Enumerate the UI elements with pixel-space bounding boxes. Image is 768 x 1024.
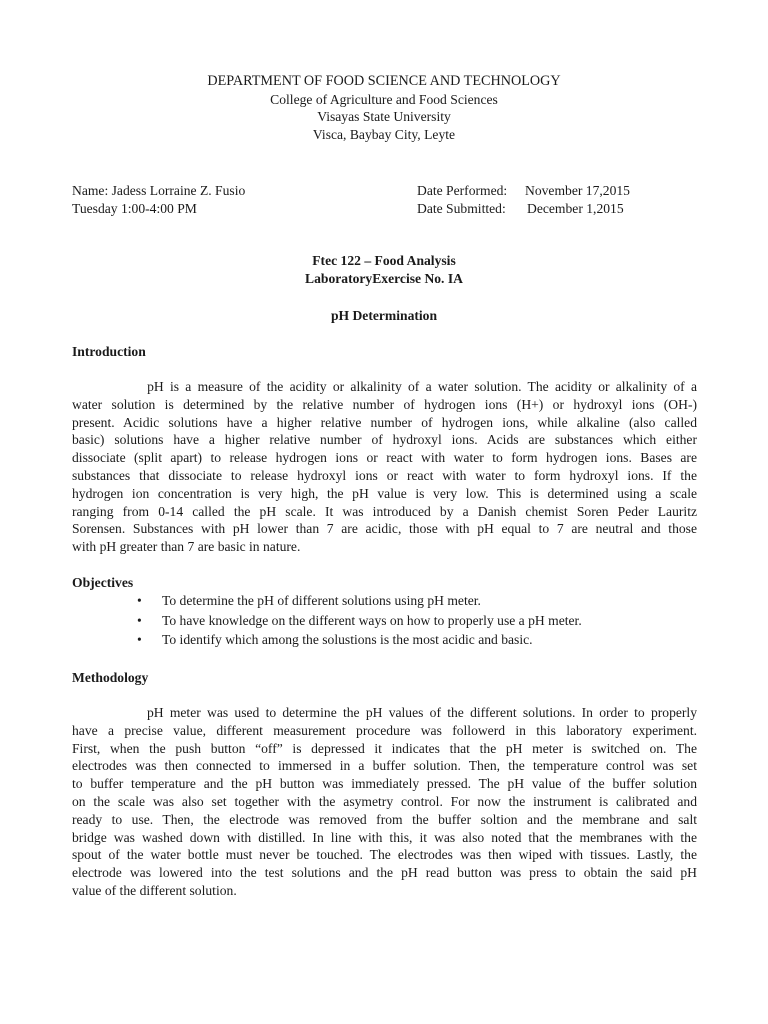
objective-text: To identify which among the solustions is the most acidic and basic. [162, 632, 533, 647]
paragraph-line: spout of the water bottle must never be touched. The electrodes was then wiped with tissues. Lastly, the [72, 847, 697, 863]
class-schedule: Tuesday 1:00-4:00 PM [72, 201, 197, 216]
bullet-icon: • [137, 593, 142, 608]
paragraph-line: substances that dissociate to release hydroxyl ions or react with water to form hydroxyl ions. If the [72, 467, 697, 483]
list-item [137, 630, 582, 650]
date-performed-label: Date Performed: [417, 183, 508, 198]
university-address: Visca, Baybay City, Leyte [312, 126, 456, 142]
student-name: Name: Jadess Lorraine Z. Fusio [72, 183, 246, 198]
university-name: Visayas State University [317, 109, 451, 125]
introduction-paragraph [72, 378, 697, 556]
list-item [137, 611, 582, 631]
bullet-icon: • [137, 632, 142, 647]
paragraph-line: pH is a measure of the acidity or alkalinity of a water solution. The acidity or alkalinity of a [72, 379, 697, 394]
document-header [0, 73, 768, 143]
paragraph-line: dissociate (split apart) to release hydrogen ions or react with water to form hydrogen ions. Bases are [72, 450, 697, 466]
paragraph-line: have a precise value, different measurement procedure was followerd in this laboratory experiment. [72, 722, 697, 738]
paragraph-line: hydrogen ion concentration is very high, the pH value is very low. This is determined using a scale [72, 485, 697, 501]
paragraph-line: Sorensen. Substances with pH lower than 7 are acidic, those with pH equal to 7 are neutral and those [72, 521, 697, 537]
paragraph-line: electrode was lowered into the test solutions and the pH read button was press to obtain the said pH [72, 865, 697, 881]
paragraph-line: pH meter was used to determine the pH values of the different solutions. In order to properly [72, 705, 697, 720]
objective-text: To determine the pH of different solutions using pH meter. [162, 593, 481, 608]
methodology-heading: Methodology [72, 670, 149, 685]
course-code: Ftec 122 – Food Analysis [312, 253, 456, 268]
date-submitted-value: December 1,2015 [527, 201, 624, 216]
course-block [0, 252, 768, 288]
paragraph-line: First, when the push button “off” is depressed it indicates that the pH meter is switched on. The [72, 740, 697, 756]
paragraph-line: bridge was washed down with distilled. In line with this, it was also noted that the membranes with the [72, 829, 697, 845]
list-item [137, 591, 582, 611]
paragraph-line: with pH greater than 7 are basic in nature. [72, 539, 301, 555]
paragraph-line: ranging from 0-14 called the pH scale. It was introduced by a Danish chemist Soren Peder Lauritz [72, 503, 697, 519]
paragraph-line: value of the different solution. [72, 882, 237, 898]
paragraph-line: on the scale was also set together with the asymetry control. For now the instrument is calibrated and [72, 793, 697, 809]
objective-text: To have knowledge on the different ways on how to properly use a pH meter. [162, 612, 582, 628]
college-name: College of Agriculture and Food Sciences [270, 91, 498, 107]
paragraph-line: to buffer temperature and the pH button was immediately pressed. The pH value of the buffer solution [72, 776, 697, 792]
introduction-heading: Introduction [72, 344, 146, 359]
department-name: DEPARTMENT OF FOOD SCIENCE AND TECHNOLOGY [207, 73, 561, 89]
date-submitted-label: Date Submitted: [417, 201, 506, 216]
paragraph-line: present. Acidic solutions have a higher relative number of hydrogen ions, while alkaline (also called [72, 414, 697, 430]
bullet-icon: • [137, 612, 142, 628]
paragraph-line: electrodes was then connected to immersed in a buffer solution. Then, the temperature control was set [72, 758, 697, 774]
methodology-paragraph [72, 704, 697, 900]
date-performed-value: November 17,2015 [525, 183, 630, 198]
student-info [72, 182, 702, 218]
paragraph-line: basic) solutions have a higher relative number of hydroxyl ions. Acids are substances which either [72, 432, 697, 448]
paragraph-line: ready to use. Then, the electrode was removed from the buffer soltion and the membrane and salt [72, 811, 697, 827]
exercise-title: pH Determination [330, 308, 438, 323]
objectives-list [137, 591, 582, 650]
exercise-number: LaboratoryExercise No. IA [305, 271, 463, 286]
objectives-heading: Objectives [72, 575, 134, 590]
paragraph-line: water solution is determined by the relative number of hydrogen ions (H+) or hydroxyl ions (OH-) [72, 396, 697, 412]
